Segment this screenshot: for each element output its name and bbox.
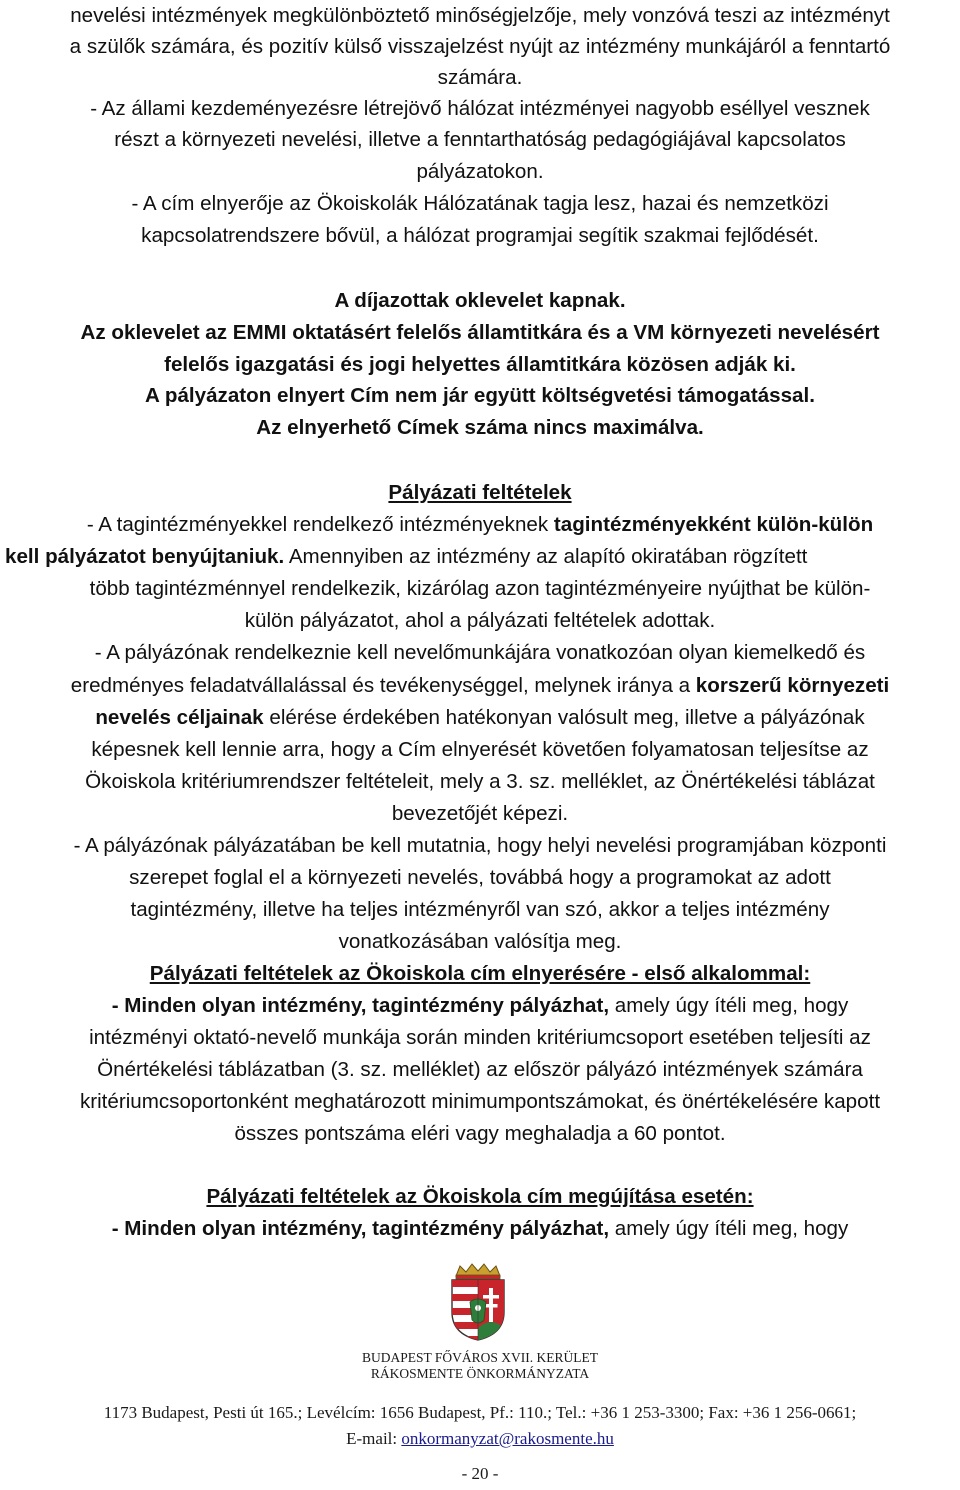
paragraph-line: Ökoiskola kritériumrendszer feltételeit, mely a 3. sz. melléklet, az Önértékelési táblázat xyxy=(85,770,875,793)
bold-line: A pályázaton elnyert Cím nem jár együtt költségvetési támogatással. xyxy=(145,384,815,407)
paragraph-line xyxy=(0,990,960,1022)
paragraph-line: tagintézmény, illetve ha teljes intézményről van szó, akkor a teljes intézmény xyxy=(130,898,830,921)
paragraph-line: a szülők számára, és pozitív külső visszajelzést nyújt az intézmény munkájáról a fenntartó xyxy=(69,35,891,58)
text-normal: eredményes feladatvállalással és tevékenységgel, melynek iránya a xyxy=(70,674,696,697)
paragraph-line: kapcsolatrendszere bővül, a hálózat programjai segítik szakmai fejlődését. xyxy=(141,224,819,247)
office-name xyxy=(0,1350,960,1382)
office-line: BUDAPEST FŐVÁROS XVII. KERÜLET xyxy=(361,1350,598,1365)
text-normal: Amennyiben az intézmény az alapító okiratában rögzített xyxy=(284,545,808,568)
text-bold: tagintézményekként külön-külön xyxy=(553,513,874,536)
paragraph-line: - A cím elnyerője az Ökoiskolák Hálózatának tagja lesz, hazai és nemzetközi xyxy=(131,192,829,215)
coat-of-arms-icon xyxy=(446,1262,510,1342)
paragraph-line: részt a környezeti nevelési, illetve a fenntarthatóság pedagógiájával kapcsolatos xyxy=(114,128,846,151)
paragraph-line: bevezetőjét képezi. xyxy=(391,802,569,825)
paragraph-line: Önértékelési táblázatban (3. sz. melléklet) az először pályázó intézmények számára xyxy=(97,1058,863,1081)
paragraph-line: nevelési intézmények megkülönböztető minőségjelzője, mely vonzóvá teszi az intézményt xyxy=(70,4,890,27)
text-bold: korszerű környezeti xyxy=(695,674,890,697)
paragraph-line: képesnek kell lennie arra, hogy a Cím elnyerését követően folyamatosan teljesítse az xyxy=(91,738,869,761)
paragraph-line: több tagintézménnyel rendelkezik, kizárólag azon tagintézményeire nyújthat be külön- xyxy=(89,577,871,600)
paragraph-line: kritériumcsoportonként meghatározott minimumpontszámokat, és önértékelésére kapott xyxy=(79,1090,881,1113)
paragraph-line: intézményi oktató-nevelő munkája során minden kritériumcsoport esetében teljesíti az xyxy=(89,1026,871,1049)
paragraph-line: vonatkozásában valósítja meg. xyxy=(338,930,622,953)
section-heading: Pályázati feltételek xyxy=(388,481,572,504)
email-label: E-mail: xyxy=(346,1429,402,1448)
text-bold: nevelés céljainak xyxy=(95,706,264,729)
paragraph-line xyxy=(0,509,960,541)
paragraph-line: számára. xyxy=(437,66,523,89)
text-bold: - Minden olyan intézmény, tagintézmény pályázhat, xyxy=(111,1217,610,1240)
office-line: RÁKOSMENTE ÖNKORMÁNYZATA xyxy=(370,1366,590,1381)
address-line: 1173 Budapest, Pesti út 165.; Levélcím: 1656 Budapest, Pf.: 110.; Tel.: +36 1 253-3300; Fax: +36 1 256-0661; xyxy=(103,1403,857,1422)
paragraph-line xyxy=(0,702,960,734)
paragraph-line: külön pályázatot, ahol a pályázati feltételek adottak. xyxy=(244,609,716,632)
paragraph-line xyxy=(0,670,960,702)
page-number: - 20 - xyxy=(461,1464,499,1483)
text-normal: amely úgy ítéli meg, hogy xyxy=(609,994,849,1017)
bold-line: Az elnyerhető Címek száma nincs maximálva. xyxy=(256,416,704,439)
text-normal: elérése érdekében hatékonyan valósult meg, illetve a pályázónak xyxy=(263,706,865,729)
bold-line: felelős igazgatási és jogi helyettes államtitkára közösen adják ki. xyxy=(164,353,796,376)
paragraph-line xyxy=(0,541,960,573)
bold-line: Az oklevelet az EMMI oktatásért felelős államtitkára és a VM környezeti nevelésért xyxy=(80,321,880,344)
text-bold: kell pályázatot benyújtaniuk. xyxy=(5,545,285,568)
paragraph-line: pályázatokon. xyxy=(416,160,544,183)
text-normal: - A tagintézményekkel rendelkező intézményeknek xyxy=(86,513,554,536)
section-heading: Pályázati feltételek az Ökoiskola cím elnyerésére - első alkalommal: xyxy=(149,962,811,985)
email-line xyxy=(0,1426,960,1452)
paragraph-line xyxy=(0,1213,960,1245)
paragraph-line: - Az állami kezdeményezésre létrejövő hálózat intézményei nagyobb eséllyel vesznek xyxy=(90,97,870,120)
paragraph-line: - A pályázónak pályázatában be kell mutatnia, hogy helyi nevelési programjában központi xyxy=(73,834,887,857)
footer-address xyxy=(0,1400,960,1452)
text-bold: - Minden olyan intézmény, tagintézmény pályázhat, xyxy=(111,994,610,1017)
paragraph-line: összes pontszáma eléri vagy meghaladja a 60 pontot. xyxy=(234,1122,726,1145)
text-normal: amely úgy ítéli meg, hogy xyxy=(609,1217,849,1240)
paragraph-line: - A pályázónak rendelkeznie kell nevelőmunkájára vonatkozóan olyan kiemelkedő és xyxy=(94,641,866,664)
section-heading: Pályázati feltételek az Ökoiskola cím megújítása esetén: xyxy=(206,1185,754,1208)
email-link[interactable]: onkormanyzat@rakosmente.hu xyxy=(401,1429,614,1448)
paragraph-line: szerepet foglal el a környezeti nevelés, továbbá hogy a programokat az adott xyxy=(129,866,831,889)
bold-line: A díjazottak oklevelet kapnak. xyxy=(334,289,626,312)
